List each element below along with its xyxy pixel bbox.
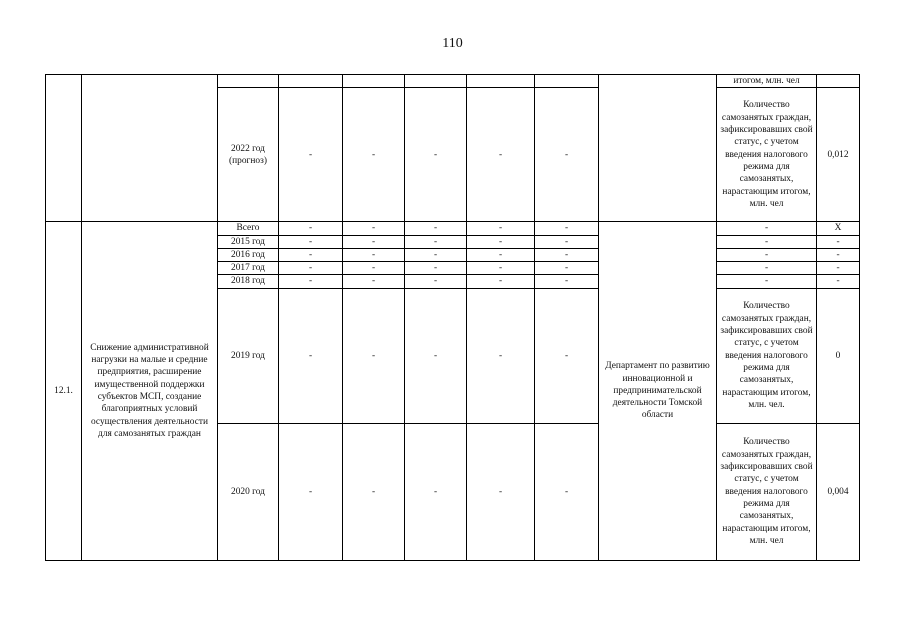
value-cell: -: [279, 288, 343, 423]
value-cell: -: [279, 88, 343, 222]
value-cell: -: [467, 288, 535, 423]
value-cell: -: [279, 235, 343, 248]
indicator-value-cell: 0: [817, 288, 860, 423]
value-cell: -: [535, 423, 599, 560]
value-cell: -: [405, 88, 467, 222]
program-table: [45, 74, 860, 561]
value-cell: -: [343, 248, 405, 261]
indicator-cell: итогом, млн. чел: [717, 75, 817, 88]
value-cell: -: [535, 248, 599, 261]
value-cell: -: [405, 275, 467, 288]
indicator-value-cell: -: [817, 235, 860, 248]
value-cell: -: [279, 275, 343, 288]
value-cell: -: [279, 423, 343, 560]
indicator-cell: -: [717, 275, 817, 288]
indicator-value-cell: -: [817, 248, 860, 261]
page-number: 110: [442, 36, 463, 51]
year-cell: 2019 год: [218, 288, 279, 423]
empty-cell: [599, 75, 717, 222]
value-cell: -: [467, 262, 535, 275]
indicator-value-cell: 0,012: [817, 88, 860, 222]
year-cell: 2022 год (прогноз): [218, 88, 279, 222]
year-cell: 2018 год: [218, 275, 279, 288]
empty-cell: [46, 75, 82, 222]
indicator-cell: -: [717, 248, 817, 261]
value-cell: -: [343, 88, 405, 222]
value-cell: -: [279, 222, 343, 235]
value-cell: -: [405, 423, 467, 560]
section-number: 12.1.: [46, 222, 82, 560]
value-cell: -: [535, 222, 599, 235]
year-cell: 2020 год: [218, 423, 279, 560]
value-cell: -: [535, 275, 599, 288]
value-cell: -: [467, 248, 535, 261]
table-row: [46, 75, 860, 88]
value-cell: -: [279, 248, 343, 261]
value-cell: -: [343, 275, 405, 288]
year-cell: 2017 год: [218, 262, 279, 275]
indicator-value-cell: 0,004: [817, 423, 860, 560]
indicator-cell: -: [717, 222, 817, 235]
year-cell: Всего: [218, 222, 279, 235]
value-cell: -: [279, 262, 343, 275]
value-cell: -: [405, 262, 467, 275]
value-cell: -: [467, 222, 535, 235]
indicator-value-cell: -: [817, 275, 860, 288]
value-cell: -: [535, 88, 599, 222]
value-cell: -: [343, 262, 405, 275]
value-cell: -: [343, 235, 405, 248]
value-cell: -: [343, 288, 405, 423]
value-cell: -: [405, 235, 467, 248]
indicator-cell: Количество самозанятых граждан, зафиксировавших свой статус, с учетом введения налогового режима для самозанятых, нарастающим итогом, млн. чел: [717, 88, 817, 222]
indicator-cell: -: [717, 262, 817, 275]
indicator-value-cell: X: [817, 222, 860, 235]
value-cell: -: [343, 423, 405, 560]
indicator-value-cell: -: [817, 262, 860, 275]
value-cell: -: [405, 222, 467, 235]
value-cell: -: [535, 262, 599, 275]
year-cell: 2015 год: [218, 235, 279, 248]
empty-cell: [82, 75, 218, 222]
table-row: [46, 222, 860, 235]
value-cell: -: [467, 235, 535, 248]
indicator-cell: Количество самозанятых граждан, зафиксировавших свой статус, с учетом введения налогового режима для самозанятых, нарастающим итогом, млн. чел.: [717, 288, 817, 423]
value-cell: -: [405, 288, 467, 423]
value-cell: -: [467, 88, 535, 222]
indicator-cell: -: [717, 235, 817, 248]
value-cell: -: [535, 235, 599, 248]
indicator-cell: Количество самозанятых граждан, зафиксировавших свой статус, с учетом введения налогового режима для самозанятых, нарастающим итогом, млн. чел: [717, 423, 817, 560]
value-cell: -: [343, 222, 405, 235]
value-cell: -: [535, 288, 599, 423]
value-cell: -: [467, 275, 535, 288]
executor-cell: Департамент по развитию инновационной и предпринимательской деятельности Томской области: [599, 222, 717, 560]
value-cell: -: [467, 423, 535, 560]
year-cell: 2016 год: [218, 248, 279, 261]
value-cell: -: [405, 248, 467, 261]
section-name: Снижение административной нагрузки на малые и средние предприятия, расширение имущественной поддержки субъектов МСП, создание благоприятных условий осуществления деятельности для самозанятых граждан: [82, 222, 218, 560]
